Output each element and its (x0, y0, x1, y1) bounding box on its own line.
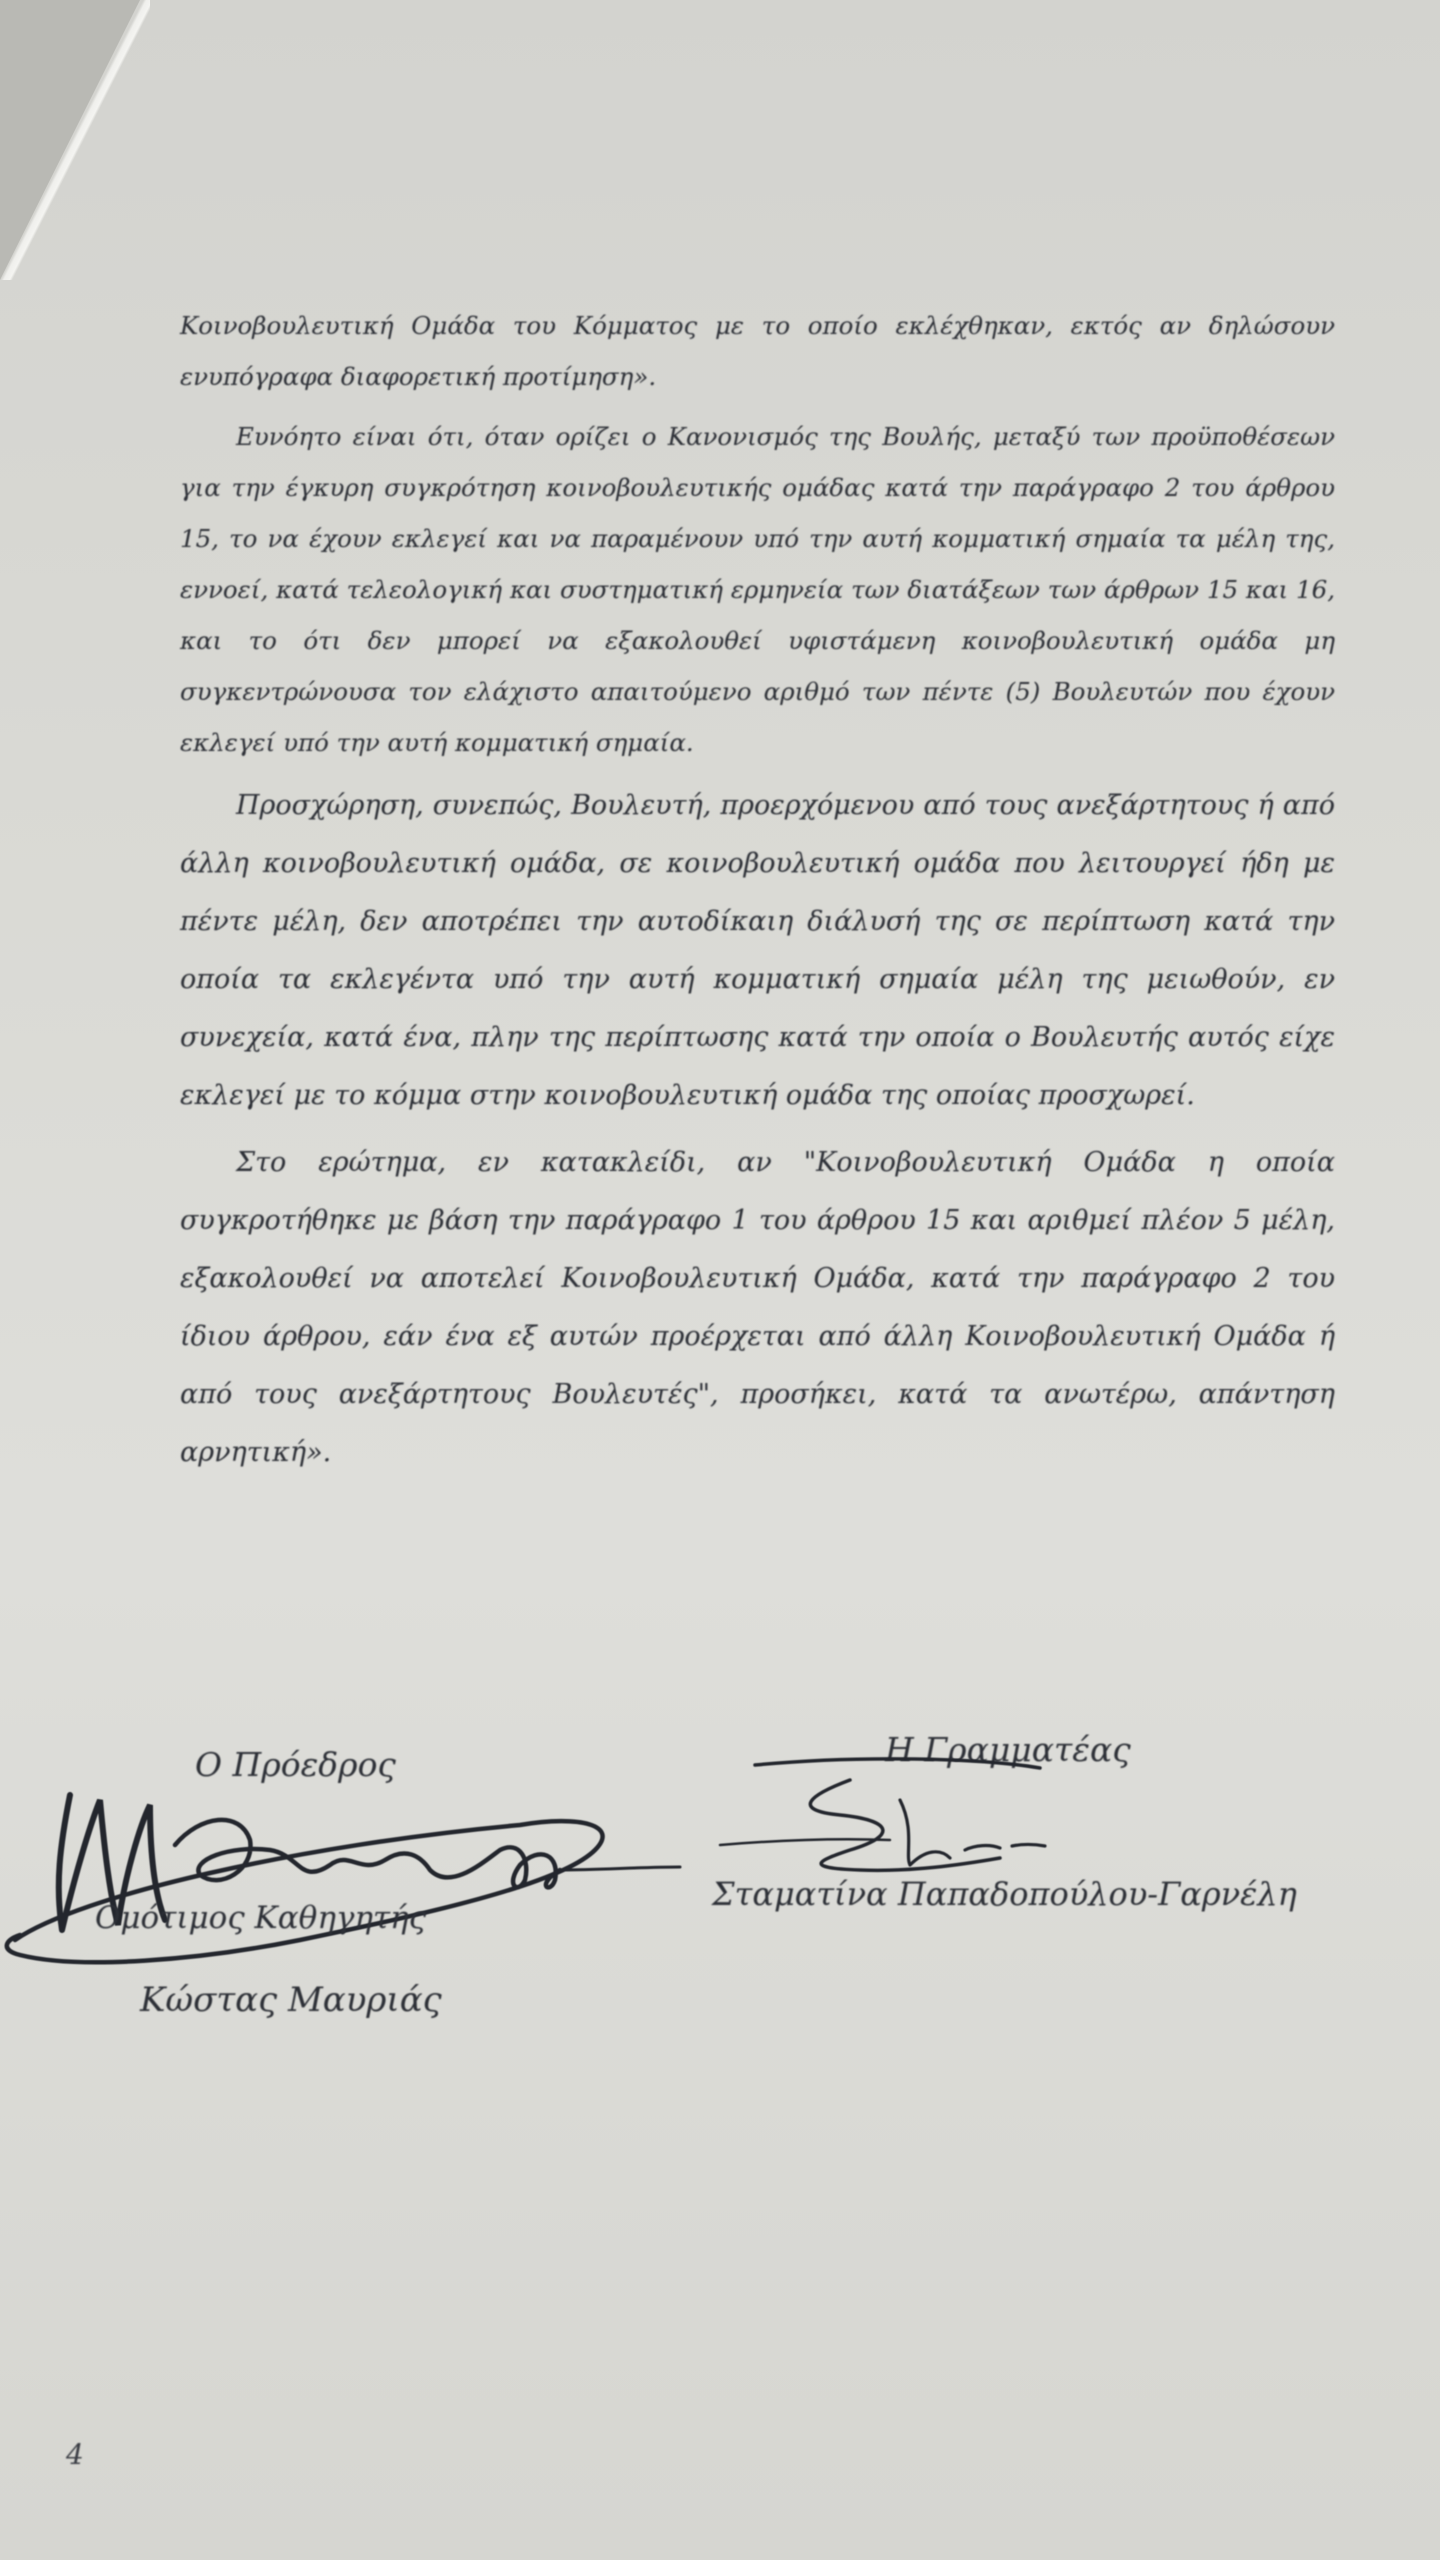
president-role: Ομότιμος Καθηγητής (95, 1900, 427, 1936)
page-number: 4 (66, 2438, 84, 2471)
paragraph-interpretation: Ευνόητο είναι ότι, όταν ορίζει ο Κανονισμός της Βουλής, μεταξύ των προϋποθέσεων για την έγκυρη συγκρότηση κοινοβουλευτικής ομάδας κατά την παράγραφο 2 του άρθρου 15, το να έχουν εκλεγεί και να παραμένουν υπό την αυτή κομματική σημαία τα μέλη της, εννοεί, κατά τελεολογική και συστηματική ερμηνεία των διατάξεων των άρθρων 15 και 16, και το ότι δεν μπορεί να εξακολουθεί υφιστάμενη κοινοβουλευτική ομάδα μη συγκεντρώνουσα τον ελάχιστο απαιτούμενο αριθμό των πέντε (5) Βουλευτών που έχουν εκλεγεί υπό την αυτή κομματική σημαία. (180, 422, 1335, 757)
paragraph-continuation: Κοινοβουλευτική Ομάδα του Κόμματος με το οποίο εκλέχθηκαν, εκτός αν δηλώσουν ενυπόγραφα διαφορετική προτίμηση». (180, 311, 1335, 391)
president-name: Κώστας Μαυριάς (140, 1980, 442, 2020)
president-title: Ο Πρόεδρος (195, 1745, 396, 1784)
paragraph-conclusion: Στο ερώτημα, εν κατακλείδι, αν "Κοινοβουλευτική Ομάδα η οποία συγκροτήθηκε με βάση την παράγραφο 1 του άρθρου 15 και αριθμεί πλέον 5 μέλη, εξακολουθεί να αποτελεί Κοινοβουλευτική Ομάδα, κατά την παράγραφο 2 του ίδιου άρθρου, εάν ένα εξ αυτών προέρχεται από άλλη Κοινοβουλευτική Ομάδα ή από τους ανεξάρτητους Βουλευτές", προσήκει, κατά τα ανωτέρω, απάντηση αρνητική». (180, 1147, 1335, 1468)
document-body (180, 300, 1335, 1491)
secretary-title: Η Γραμματέας (885, 1730, 1131, 1769)
secretary-signature (700, 1740, 1180, 1890)
president-signature (0, 1755, 700, 1975)
secretary-name: Σταματίνα Παπαδοπούλου-Γαρνέλη (712, 1875, 1297, 1913)
paragraph-accession: Προσχώρηση, συνεπώς, Βουλευτή, προερχόμενου από τους ανεξάρτητους ή από άλλη κοινοβουλευτική ομάδα, σε κοινοβουλευτική ομάδα που λειτουργεί ήδη με πέντε μέλη, δεν αποτρέπει την αυτοδίκαιη διάλυσή της σε περίπτωση κατά την οποία τα εκλεγέντα υπό την αυτή κομματική σημαία μέλη της μειωθούν, εν συνεχεία, κατά ένα, πλην της περίπτωσης κατά την οποία ο Βουλευτής αυτός είχε εκλεγεί με το κόμμα στην κοινοβουλευτική ομάδα της οποίας προσχωρεί. (180, 790, 1335, 1111)
folded-corner-edge (0, 0, 150, 280)
